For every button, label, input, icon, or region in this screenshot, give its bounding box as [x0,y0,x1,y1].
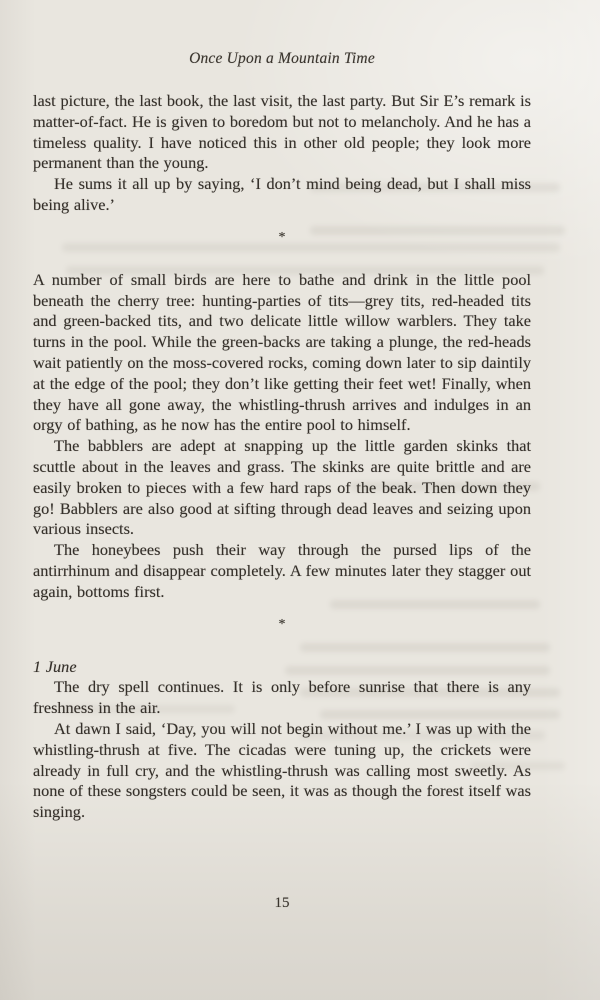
paragraph: The babblers are adept at snapping up the little garden skinks that scuttle about in the leaves and grass. The skinks are quite brittle and are easily broken to pieces with a few hard raps of the beak. Then down they go! Babblers are also good at sifting through dead leaves and seizing upon various insects. [33,436,531,539]
date-heading: 1 June [33,656,77,676]
paragraph-continuation: last picture, the last book, the last visit, the last party. But Sir E’s remark is matter-of-fact. He is given to boredom but not to melancholy. And he has a timeless quality. I have noticed this in other old people; they look more permanent than the young. [33,91,531,173]
paragraph: The dry spell continues. It is only before sunrise that there is any freshness in the air. [33,677,531,718]
paragraph: He sums it all up by saying, ‘I don’t mind being dead, but I shall miss being alive.’ [33,174,531,214]
paragraph: The honeybees push their way through the pursed lips of the antirrhinum and disappear completely. A few minutes later they stagger out again, bottoms first. [33,540,531,601]
running-header: Once Upon a Mountain Time [189,50,375,67]
paragraph: A number of small birds are here to bathe and drink in the little pool beneath the cherry tree: hunting-parties of tits—grey tits, red-headed tits and green-backed tits, and two delicate little willow warblers. They take turns in the pool. While the green-backs are taking a plunge, the red-heads wait patiently on the moss-covered rocks, coming down later to sip daintily at the edge of the pool; they don’t like getting their feet wet! Finally, when they have all gone away, the whistling-thrush arrives and indulges in an orgy of bathing, as he now has the entire pool to himself. [33,269,531,435]
page-number: 15 [274,895,290,911]
section-separator: * [278,616,286,632]
section-separator: * [278,229,286,245]
paragraph: At dawn I said, ‘Day, you will not begin without me.’ I was up with the whistling-thrush at five. The cicadas were tuning up, the crickets were already in full cry, and the whistling-thrush was calling most sweetly. As none of these songsters could be seen, it was as though the forest itself was singing. [33,718,531,822]
page-body [33,91,531,823]
